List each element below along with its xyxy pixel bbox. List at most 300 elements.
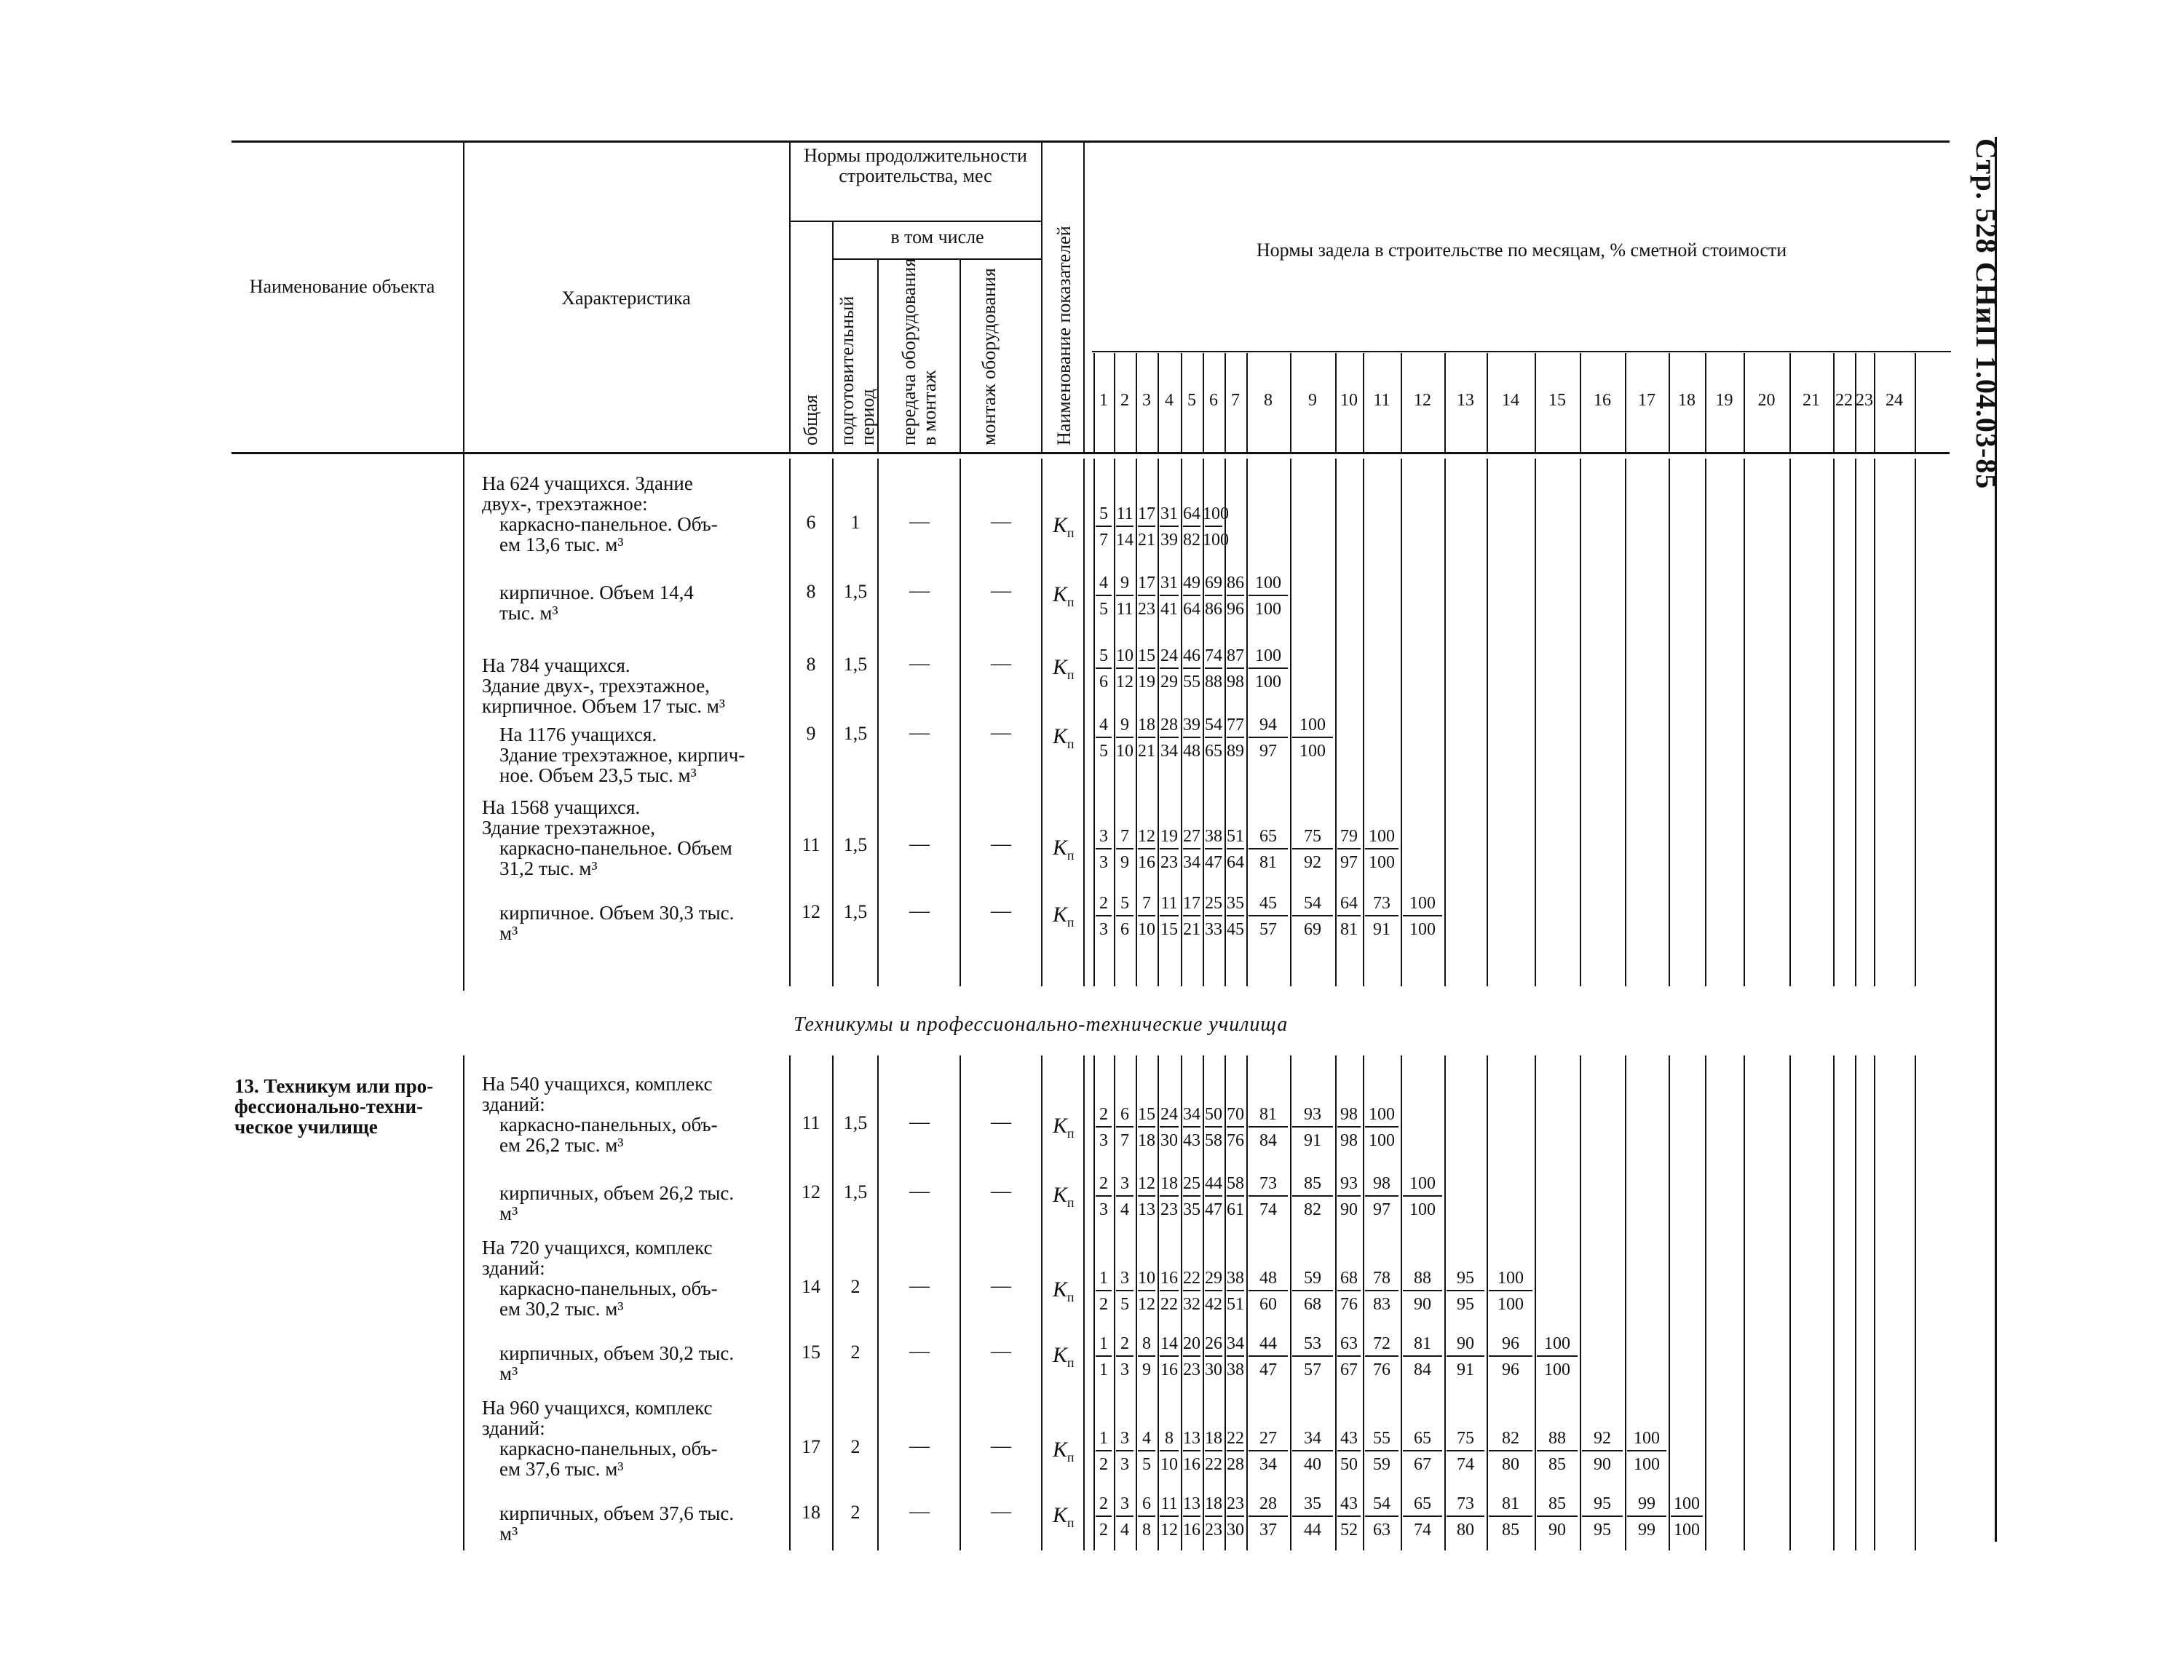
month-header-15: 15 (1548, 391, 1566, 410)
month-value-denominator: 9 (1120, 853, 1129, 872)
month-value-denominator: 11 (1116, 600, 1133, 619)
month-col-rule (1669, 353, 1670, 453)
month-value-numerator: 2 (1099, 1174, 1108, 1193)
month-col-body-rule (1833, 1055, 1835, 1550)
fraction-bar (1292, 737, 1333, 738)
row-install-dash: — (991, 510, 1011, 533)
rule-under-duration-title (791, 221, 1041, 222)
month-value-numerator: 53 (1304, 1334, 1321, 1353)
row-characteristic-line: ем 37,6 тыс. м³ (499, 1458, 624, 1480)
month-col-rule (1487, 353, 1488, 453)
month-value-denominator: 8 (1142, 1521, 1151, 1540)
month-value-denominator: 57 (1304, 1360, 1321, 1379)
month-value-denominator: 95 (1594, 1521, 1611, 1540)
fraction-bar (1116, 915, 1133, 916)
fraction-bar (1403, 1355, 1442, 1357)
fraction-bar (1096, 1126, 1112, 1128)
month-value-numerator: 1 (1099, 1269, 1108, 1288)
month-col-body-rule (1744, 459, 1745, 986)
row-prep-period: 1 (850, 512, 860, 533)
kp-letter: К (1053, 903, 1067, 927)
fraction-bar (1183, 915, 1200, 916)
month-value-denominator: 97 (1340, 853, 1358, 872)
month-col-rule (1625, 353, 1626, 453)
fraction-bar (1116, 526, 1133, 527)
month-col-body-rule (1874, 459, 1875, 986)
row-handover-dash: — (909, 1111, 930, 1133)
row-total-duration: 11 (802, 834, 820, 855)
month-value-numerator: 22 (1227, 1429, 1244, 1448)
month-value-denominator: 98 (1227, 673, 1244, 692)
fraction-bar (1227, 1355, 1244, 1357)
fraction-bar (1205, 1195, 1222, 1197)
month-value-denominator: 85 (1502, 1521, 1519, 1540)
fraction-bar (1116, 848, 1133, 849)
kp-letter: К (1053, 1343, 1067, 1367)
fraction-bar (1292, 848, 1333, 849)
row-characteristic-line: На 624 учащихся. Здание (482, 472, 693, 494)
month-value-denominator: 80 (1502, 1455, 1519, 1474)
month-value-numerator: 95 (1594, 1494, 1611, 1513)
row-characteristic-line: кирпичных, объем 37,6 тыс. (499, 1502, 735, 1524)
month-value-numerator: 16 (1160, 1269, 1178, 1288)
fraction-bar (1403, 1195, 1442, 1197)
month-value-numerator: 15 (1138, 1105, 1155, 1124)
month-value-denominator: 2 (1099, 1295, 1108, 1314)
month-value-denominator: 16 (1183, 1521, 1200, 1540)
month-value-denominator: 81 (1259, 853, 1277, 872)
month-value-numerator: 5 (1099, 646, 1108, 665)
month-value-numerator: 3 (1120, 1269, 1129, 1288)
row-total-duration: 18 (802, 1502, 820, 1523)
fraction-bar (1337, 1195, 1361, 1197)
month-value-denominator: 82 (1183, 531, 1200, 550)
month-value-numerator: 48 (1259, 1269, 1277, 1288)
header-indicator-name: Наименование показателей (1053, 226, 1075, 445)
month-value-numerator: 100 (1255, 646, 1281, 665)
month-value-numerator: 68 (1340, 1269, 1358, 1288)
fraction-bar (1249, 1450, 1288, 1451)
month-col-rule (1363, 353, 1364, 453)
month-value-numerator: 19 (1160, 827, 1178, 846)
month-value-denominator: 10 (1160, 1455, 1178, 1474)
month-value-numerator: 64 (1183, 504, 1200, 523)
month-value-numerator: 27 (1259, 1429, 1277, 1448)
header-equipment-handover: передача оборудования в монтаж (898, 258, 940, 445)
rule-above-months (1092, 351, 1951, 352)
row-prep-period: 2 (850, 1276, 860, 1297)
fraction-bar (1249, 1195, 1288, 1197)
fraction-bar (1160, 667, 1179, 669)
month-header-22: 22 (1835, 391, 1853, 410)
month-header-2: 2 (1120, 391, 1129, 410)
kp-subscript: п (1067, 848, 1075, 863)
month-header-9: 9 (1308, 391, 1317, 410)
fraction-bar (1205, 848, 1222, 849)
month-value-denominator: 34 (1183, 853, 1200, 872)
fraction-bar (1227, 1515, 1244, 1517)
month-value-denominator: 10 (1138, 920, 1155, 939)
month-value-numerator: 100 (1299, 716, 1326, 734)
month-value-numerator: 13 (1183, 1494, 1200, 1513)
row-characteristic-line: кирпичное. Объем 30,3 тыс. (499, 902, 735, 924)
row-indicator-kp (1053, 584, 1075, 613)
month-header-24: 24 (1886, 391, 1903, 410)
month-value-denominator: 41 (1160, 600, 1178, 619)
month-value-numerator: 75 (1304, 827, 1321, 846)
month-value-numerator: 54 (1304, 894, 1321, 913)
month-value-denominator: 100 (1544, 1360, 1570, 1379)
fraction-bar (1096, 595, 1112, 596)
fraction-bar (1337, 1450, 1361, 1451)
fraction-bar (1116, 667, 1133, 669)
month-value-numerator: 5 (1099, 504, 1108, 523)
month-value-numerator: 64 (1340, 894, 1358, 913)
month-value-denominator: 74 (1457, 1455, 1474, 1474)
month-value-denominator: 6 (1120, 920, 1129, 939)
month-value-numerator: 99 (1638, 1494, 1655, 1513)
month-value-denominator: 97 (1373, 1200, 1390, 1219)
table-header-bottom-rule (232, 452, 1950, 454)
month-col-rule (1874, 353, 1875, 453)
month-value-denominator: 30 (1227, 1521, 1244, 1540)
col-sep-total (832, 221, 834, 453)
month-value-numerator: 1 (1099, 1429, 1108, 1448)
month-col-body-rule (1669, 1055, 1670, 1550)
month-value-denominator: 33 (1205, 920, 1222, 939)
month-value-numerator: 6 (1142, 1494, 1151, 1513)
fraction-bar (1116, 737, 1133, 738)
month-value-numerator: 69 (1205, 574, 1222, 593)
row-install-dash: — (991, 1111, 1011, 1133)
month-col-body-rule (1915, 1055, 1916, 1550)
header-total: общая (800, 395, 821, 445)
month-value-denominator: 99 (1638, 1521, 1655, 1540)
month-value-denominator: 76 (1373, 1360, 1390, 1379)
fraction-bar (1365, 1515, 1398, 1517)
month-value-denominator: 58 (1205, 1131, 1222, 1150)
month-value-denominator: 64 (1227, 853, 1244, 872)
month-value-numerator: 12 (1138, 827, 1155, 846)
fixed-col-body-rule (1041, 459, 1042, 986)
month-value-numerator: 55 (1373, 1429, 1390, 1448)
header-preparatory: подготовительный период (836, 296, 878, 445)
row-characteristic-line: ем 30,2 тыс. м³ (499, 1298, 624, 1320)
row-characteristic-line: зданий: (482, 1257, 545, 1279)
month-header-4: 4 (1165, 391, 1174, 410)
month-value-numerator: 3 (1120, 1429, 1129, 1448)
row-handover-dash: — (909, 510, 930, 533)
month-value-denominator: 47 (1205, 853, 1222, 872)
page-running-title: Стр. 528 СНиП 1.04.03-85 (1970, 138, 2003, 490)
row-indicator-kp (1053, 657, 1075, 686)
row-total-duration: 14 (802, 1276, 820, 1297)
row-total-duration: 12 (802, 901, 820, 922)
month-value-numerator: 92 (1594, 1429, 1611, 1448)
month-value-numerator: 73 (1457, 1494, 1474, 1513)
month-col-body-rule (1855, 459, 1856, 986)
month-value-numerator: 100 (1674, 1494, 1700, 1513)
month-value-denominator: 43 (1183, 1131, 1200, 1150)
row-total-duration: 15 (802, 1342, 820, 1363)
month-value-numerator: 85 (1304, 1174, 1321, 1193)
row-indicator-kp (1053, 837, 1075, 866)
month-value-denominator: 47 (1205, 1200, 1222, 1219)
fraction-bar (1160, 1355, 1179, 1357)
row-characteristic-line: ем 26,2 тыс. м³ (499, 1134, 624, 1156)
month-value-numerator: 35 (1227, 894, 1244, 913)
month-col-body-rule (1669, 459, 1670, 986)
fraction-bar (1205, 667, 1222, 669)
kp-subscript: п (1067, 737, 1075, 751)
month-value-numerator: 87 (1227, 646, 1244, 665)
month-value-numerator: 88 (1548, 1429, 1566, 1448)
row-characteristic-line: Здание трехэтажное, (482, 817, 655, 839)
month-value-denominator: 67 (1340, 1360, 1358, 1379)
fraction-bar (1249, 1355, 1288, 1357)
month-value-denominator: 21 (1183, 920, 1200, 939)
month-value-numerator: 81 (1502, 1494, 1519, 1513)
month-value-numerator: 24 (1160, 646, 1178, 665)
row-total-duration: 12 (802, 1181, 820, 1202)
month-value-denominator: 74 (1259, 1200, 1277, 1219)
row-prep-period: 1,5 (843, 834, 868, 855)
month-value-denominator: 60 (1259, 1295, 1277, 1314)
month-value-numerator: 44 (1205, 1174, 1222, 1193)
row-handover-dash: — (909, 652, 930, 675)
fraction-bar (1160, 1126, 1179, 1128)
month-value-numerator: 18 (1138, 716, 1155, 734)
fraction-bar (1138, 737, 1155, 738)
kp-letter: К (1053, 1438, 1067, 1462)
row-handover-dash: — (909, 579, 930, 602)
kp-letter: К (1053, 724, 1067, 748)
month-value-denominator: 96 (1502, 1360, 1519, 1379)
month-value-denominator: 52 (1340, 1521, 1358, 1540)
month-value-denominator: 16 (1160, 1360, 1178, 1379)
month-header-12: 12 (1414, 391, 1431, 410)
month-value-denominator: 4 (1120, 1521, 1129, 1540)
fraction-bar (1227, 915, 1244, 916)
month-value-numerator: 4 (1099, 574, 1108, 593)
fraction-bar (1292, 915, 1333, 916)
month-value-numerator: 88 (1414, 1269, 1431, 1288)
month-col-rule (1705, 353, 1706, 453)
month-value-numerator: 81 (1259, 1105, 1277, 1124)
month-value-numerator: 98 (1340, 1105, 1358, 1124)
fraction-bar (1337, 848, 1361, 849)
row-characteristic-line: зданий: (482, 1417, 545, 1439)
month-value-denominator: 90 (1594, 1455, 1611, 1474)
month-value-denominator: 96 (1227, 600, 1244, 619)
kp-subscript: п (1067, 915, 1075, 930)
row-install-dash: — (991, 1500, 1011, 1523)
month-value-numerator: 23 (1227, 1494, 1244, 1513)
kp-subscript: п (1067, 1450, 1075, 1465)
fraction-bar (1249, 737, 1288, 738)
month-value-denominator: 7 (1099, 531, 1108, 550)
fraction-bar (1138, 1290, 1155, 1291)
month-value-denominator: 100 (1255, 600, 1281, 619)
kp-letter: К (1053, 582, 1067, 606)
col-sep-characteristic (789, 140, 791, 453)
row-prep-period: 2 (850, 1502, 860, 1523)
month-value-numerator: 39 (1183, 716, 1200, 734)
fixed-col-body-rule (877, 459, 879, 986)
month-col-body-rule (1535, 1055, 1536, 1550)
row-characteristic-line: На 1568 учащихся. (482, 796, 641, 818)
month-value-denominator: 85 (1548, 1455, 1566, 1474)
month-value-numerator: 2 (1120, 1334, 1129, 1353)
month-value-denominator: 14 (1116, 531, 1133, 550)
row-install-dash: — (991, 1275, 1011, 1297)
month-col-rule (1833, 353, 1835, 453)
month-col-rule (1915, 353, 1916, 453)
month-value-numerator: 73 (1373, 894, 1390, 913)
month-col-rule (1290, 353, 1291, 453)
month-value-denominator: 40 (1304, 1455, 1321, 1474)
fraction-bar (1183, 1450, 1200, 1451)
month-value-denominator: 7 (1120, 1131, 1129, 1150)
month-col-body-rule (1580, 459, 1581, 986)
month-value-denominator: 12 (1116, 673, 1133, 692)
fixed-col-body-rule (960, 459, 961, 986)
month-value-denominator: 37 (1259, 1521, 1277, 1540)
month-value-denominator: 81 (1340, 920, 1358, 939)
fraction-bar (1292, 1290, 1333, 1291)
month-value-numerator: 3 (1120, 1494, 1129, 1513)
month-value-denominator: 6 (1099, 673, 1108, 692)
fraction-bar (1227, 1195, 1244, 1197)
kp-subscript: п (1067, 1355, 1075, 1370)
month-header-16: 16 (1594, 391, 1611, 410)
month-value-numerator: 11 (1160, 894, 1178, 913)
month-value-numerator: 72 (1373, 1334, 1390, 1353)
month-value-denominator: 12 (1138, 1295, 1155, 1314)
fraction-bar (1138, 1355, 1155, 1357)
row-characteristic-line: м³ (499, 922, 518, 944)
month-value-denominator: 19 (1138, 673, 1155, 692)
month-value-numerator: 28 (1160, 716, 1178, 734)
month-value-numerator: 15 (1138, 646, 1155, 665)
fixed-col-body-rule (960, 1055, 961, 1550)
row-indicator-kp (1053, 1344, 1075, 1374)
month-value-denominator: 90 (1548, 1521, 1566, 1540)
fraction-bar (1537, 1450, 1578, 1451)
month-value-denominator: 67 (1414, 1455, 1431, 1474)
row-characteristic-line: каркасно-панельных, объ- (499, 1438, 718, 1459)
month-value-numerator: 54 (1205, 716, 1222, 734)
month-value-numerator: 65 (1259, 827, 1277, 846)
fixed-col-body-rule (832, 459, 834, 986)
month-value-numerator: 100 (1409, 894, 1436, 913)
month-value-denominator: 98 (1340, 1131, 1358, 1150)
month-value-numerator: 38 (1227, 1269, 1244, 1288)
month-value-denominator: 13 (1138, 1200, 1155, 1219)
month-value-denominator: 65 (1205, 742, 1222, 761)
month-value-denominator: 47 (1259, 1360, 1277, 1379)
month-value-denominator: 64 (1183, 600, 1200, 619)
fraction-bar (1337, 1126, 1361, 1128)
fraction-bar (1205, 737, 1222, 738)
fraction-bar (1403, 1290, 1442, 1291)
month-value-denominator: 23 (1160, 1200, 1178, 1219)
month-value-numerator: 100 (1203, 504, 1229, 523)
col-sep-handover (960, 258, 961, 453)
fraction-bar (1160, 1195, 1179, 1197)
month-value-numerator: 98 (1373, 1174, 1390, 1193)
month-value-numerator: 18 (1205, 1429, 1222, 1448)
month-value-denominator: 3 (1099, 920, 1108, 939)
fraction-bar (1138, 1195, 1155, 1197)
month-value-numerator: 6 (1120, 1105, 1129, 1124)
fixed-col-body-rule (877, 1055, 879, 1550)
month-value-numerator: 26 (1205, 1334, 1222, 1353)
month-header-7: 7 (1231, 391, 1240, 410)
row-handover-dash: — (909, 1340, 930, 1363)
month-value-denominator: 100 (1674, 1521, 1700, 1540)
row-install-dash: — (991, 579, 1011, 602)
fraction-bar (1227, 1126, 1244, 1128)
row-prep-period: 2 (850, 1436, 860, 1457)
month-value-denominator: 10 (1116, 742, 1133, 761)
fraction-bar (1160, 1290, 1179, 1291)
row-install-dash: — (991, 900, 1011, 922)
row-install-dash: — (991, 1180, 1011, 1202)
fraction-bar (1292, 1195, 1333, 1197)
kp-subscript: п (1067, 1515, 1075, 1530)
month-value-numerator: 46 (1183, 646, 1200, 665)
fraction-bar (1292, 1355, 1333, 1357)
month-col-rule (1136, 353, 1137, 453)
month-header-6: 6 (1209, 391, 1218, 410)
fraction-bar (1096, 1355, 1112, 1357)
fraction-bar (1116, 1126, 1133, 1128)
month-value-numerator: 38 (1205, 827, 1222, 846)
month-value-numerator: 73 (1259, 1174, 1277, 1193)
row-total-duration: 17 (802, 1436, 820, 1457)
month-value-numerator: 3 (1099, 827, 1108, 846)
month-value-denominator: 100 (1369, 853, 1395, 872)
month-col-body-rule (1625, 459, 1626, 986)
fraction-bar (1537, 1355, 1578, 1357)
fraction-bar (1249, 848, 1288, 849)
month-value-denominator: 3 (1099, 1131, 1108, 1150)
month-col-body-rule (1833, 459, 1835, 986)
month-value-denominator: 97 (1259, 742, 1277, 761)
kp-letter: К (1053, 655, 1067, 679)
month-value-denominator: 91 (1457, 1360, 1474, 1379)
fraction-bar (1138, 915, 1155, 916)
month-value-denominator: 39 (1160, 531, 1178, 550)
fraction-bar (1183, 595, 1200, 596)
row-indicator-kp (1053, 1115, 1075, 1144)
header-characteristic: Характеристика (561, 288, 691, 309)
month-value-denominator: 29 (1160, 673, 1178, 692)
month-value-numerator: 65 (1414, 1494, 1431, 1513)
month-value-numerator: 3 (1120, 1174, 1129, 1193)
month-value-denominator: 3 (1120, 1455, 1129, 1474)
month-col-rule (1580, 353, 1581, 453)
month-value-denominator: 100 (1497, 1295, 1524, 1314)
object-name-technical-school: 13. Техникум или профессионально-техническое училище (234, 1075, 434, 1138)
header-duration-norms: Нормы продолжительности строительства, мес (804, 145, 1027, 186)
month-value-numerator: 95 (1457, 1269, 1474, 1288)
fraction-bar (1337, 1515, 1361, 1517)
month-value-denominator: 2 (1099, 1521, 1108, 1540)
month-value-denominator: 51 (1227, 1295, 1244, 1314)
month-value-denominator: 23 (1183, 1360, 1200, 1379)
